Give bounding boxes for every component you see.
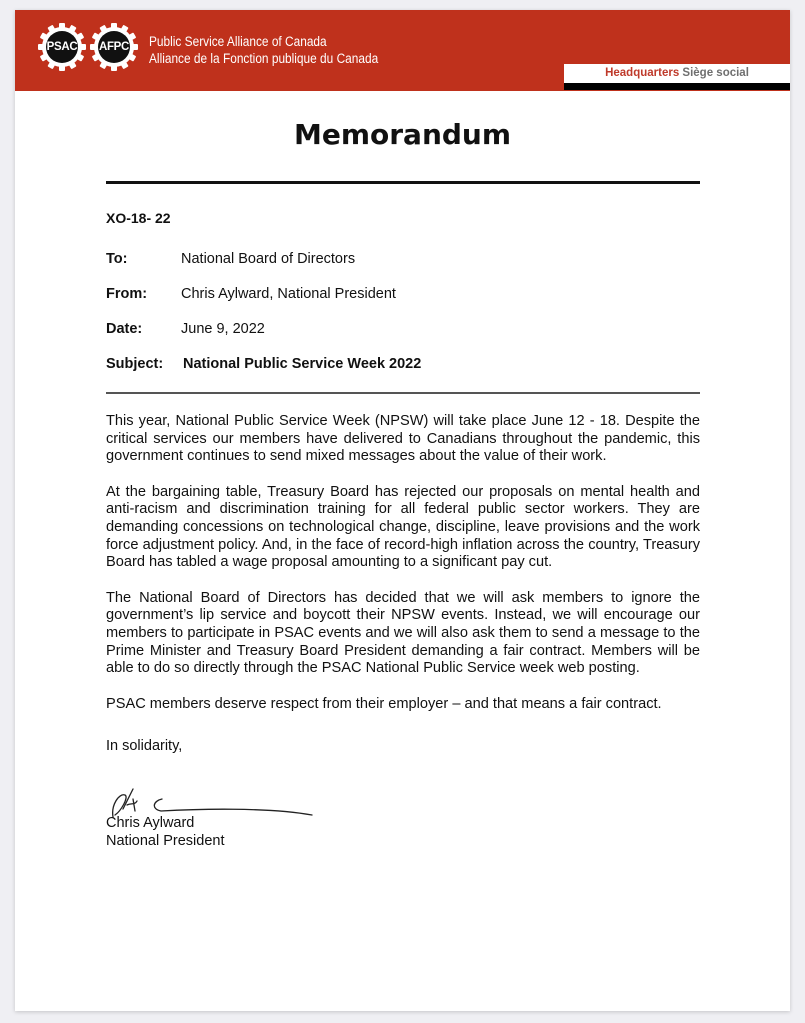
field-value: National Board of Directors: [181, 251, 356, 267]
body-paragraph: At the bargaining table, Treasury Board has rejected our proposals on mental health and anti-racism and discrimination training for all federal public sector workers. They are demanding concessions on technological change, discipline, leave provisions and the work force adjustment policy. And, in the face of record-high inflation across the country, Treasury Board has tabled a wage proposal amounting to a significant pay cut.: [106, 483, 700, 571]
field-label: Date:: [106, 321, 143, 337]
memo-page: [15, 10, 790, 1011]
title-divider: [106, 181, 700, 184]
psac-gear-logo-icon: [37, 22, 87, 72]
letterhead-banner: [15, 10, 790, 91]
field-value: June 9, 2022: [181, 321, 265, 337]
office-label-underline: [564, 83, 790, 90]
header-divider: [106, 392, 700, 394]
memo-reference-number: XO-18- 22: [106, 210, 171, 226]
field-value: National Public Service Week 2022: [183, 356, 422, 372]
office-label-french: Siège social: [682, 67, 749, 79]
org-name-french: Alliance de la Fonction publique du Canada: [149, 51, 379, 66]
org-name-english: Public Service Alliance of Canada: [149, 34, 327, 49]
body-paragraph: This year, National Public Service Week (NPSW) will take place June 12 - 18. Despite the critical services our members have delivered to Canadians throughout the pandemic, this government continues to send mixed messages about the value of their work.: [106, 413, 700, 465]
field-label: From:: [106, 286, 148, 302]
field-label: To:: [106, 251, 128, 267]
afpc-logo-text: AFPC: [98, 40, 130, 53]
field-value: Chris Aylward, National President: [181, 286, 396, 302]
body-paragraph: The National Board of Directors has decided that we will ask members to ignore the government’s lip service and boycott their NPSW events. Instead, we will encourage our members to participate in PSAC events and we will also ask them to send a message to the Prime Minister and Treasury Board President demanding a fair contract. Members will be able to do so directly through the PSAC National Public Service week web posting.: [106, 589, 700, 677]
organization-names: [149, 33, 378, 67]
office-label: [564, 64, 790, 83]
page-title: Memorandum: [293, 118, 512, 151]
memo-body: [106, 413, 700, 731]
signer-title: National President: [106, 832, 225, 849]
signer-name: Chris Aylward: [106, 815, 195, 831]
field-label: Subject:: [106, 356, 164, 372]
psac-logo-text: PSAC: [46, 40, 78, 53]
afpc-gear-logo-icon: [89, 22, 139, 72]
closing-salutation: In solidarity,: [106, 738, 183, 754]
signature-block: [106, 815, 225, 850]
office-label-english: Headquarters: [605, 67, 680, 79]
body-paragraph: PSAC members deserve respect from their employer – and that means a fair contract.: [106, 695, 662, 712]
